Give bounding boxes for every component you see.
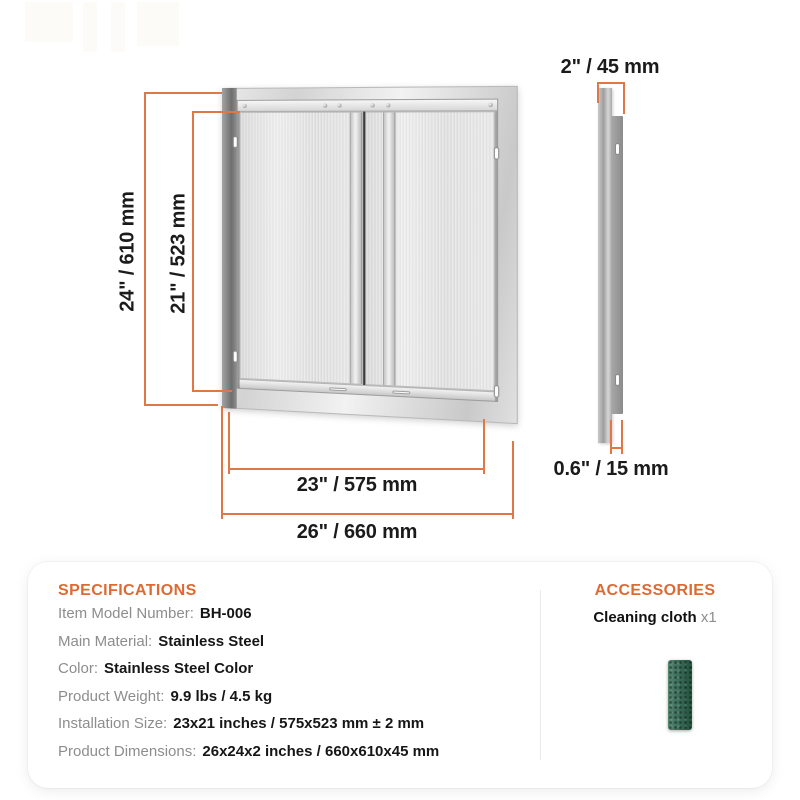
spec-value: 23x21 inches / 575x523 mm ± 2 mm <box>173 715 425 733</box>
dim-ext-line <box>483 419 485 474</box>
dim-ext-line <box>228 412 230 474</box>
spec-value: 26x24x2 inches / 660x610x45 mm <box>202 742 440 760</box>
spec-row <box>58 628 528 656</box>
screw <box>243 104 247 108</box>
mounting-slot <box>615 374 620 386</box>
spec-label: Item Model Number: <box>58 605 194 623</box>
spec-value: BH-006 <box>199 605 252 623</box>
door-top-rail <box>238 100 497 112</box>
spec-value: Stainless Steel Color <box>104 660 254 678</box>
dim-tick <box>623 82 625 114</box>
spec-value: 9.9 lbs / 4.5 kg <box>170 687 273 705</box>
door-panels <box>240 111 495 391</box>
accessory-name: Cleaning cloth <box>593 609 697 626</box>
cleaning-cloth-image <box>668 660 692 730</box>
double-door-front-render <box>222 86 518 424</box>
accessory-item <box>540 609 770 626</box>
outer-width-label: 26" / 660 mm <box>296 521 418 543</box>
accessory-quantity: x1 <box>700 609 717 626</box>
dim-line-outer-width <box>221 513 514 515</box>
screw <box>323 104 327 108</box>
spec-label: Installation Size: <box>58 715 168 733</box>
flange-offset-label: 0.6" / 15 mm <box>553 458 669 480</box>
left-door-stile <box>350 113 362 384</box>
screw <box>370 103 374 107</box>
dim-tick <box>597 82 599 103</box>
dim-ext-line <box>221 406 223 519</box>
mounting-slot <box>494 385 499 398</box>
spec-row <box>58 600 528 628</box>
bottom-rail-slot <box>329 387 346 391</box>
right-door-stile <box>383 113 396 386</box>
specifications-title: SPECIFICATIONS <box>58 582 197 599</box>
right-door-panel <box>365 111 495 391</box>
accessories-section <box>540 582 770 730</box>
dim-ext-line <box>512 441 514 519</box>
side-view-flange <box>598 88 612 443</box>
spec-row <box>58 710 528 738</box>
dim-tick <box>144 92 222 94</box>
dim-line-inner-width <box>228 468 485 470</box>
dim-tick <box>192 390 232 392</box>
spec-label: Product Dimensions: <box>58 742 197 760</box>
left-door-panel <box>240 112 363 385</box>
watermark-logo <box>25 2 180 57</box>
inner-width-label: 23" / 575 mm <box>296 474 418 496</box>
accessories-title: ACCESSORIES <box>594 582 716 599</box>
mounting-slot <box>615 143 620 155</box>
dim-line-flange <box>610 447 623 449</box>
specifications-section <box>58 582 528 765</box>
dim-line-inner-height <box>192 111 194 392</box>
outer-height-label: 24" / 610 mm <box>116 191 139 312</box>
spec-label: Product Weight: <box>58 687 165 705</box>
screw <box>488 103 492 107</box>
spec-row <box>58 738 528 766</box>
mounting-slot <box>494 147 499 160</box>
dim-tick <box>144 404 218 406</box>
screw <box>386 103 390 107</box>
dim-tick <box>192 111 240 113</box>
mounting-slot <box>233 350 238 362</box>
spec-row <box>58 655 528 683</box>
dim-line-depth <box>598 82 625 84</box>
dim-line-outer-height <box>144 92 146 406</box>
screw <box>337 103 341 107</box>
product-info-card <box>28 562 772 788</box>
spec-row <box>58 683 528 711</box>
inner-height-label: 21" / 523 mm <box>167 193 190 314</box>
spec-label: Main Material: <box>58 632 153 650</box>
depth-label: 2" / 45 mm <box>560 56 660 78</box>
spec-label: Color: <box>58 660 99 678</box>
side-view-door-body <box>611 116 623 414</box>
spec-value: Stainless Steel <box>158 632 265 650</box>
door-recess <box>237 99 498 402</box>
mounting-slot <box>233 136 238 148</box>
bottom-rail-slot <box>392 390 410 394</box>
